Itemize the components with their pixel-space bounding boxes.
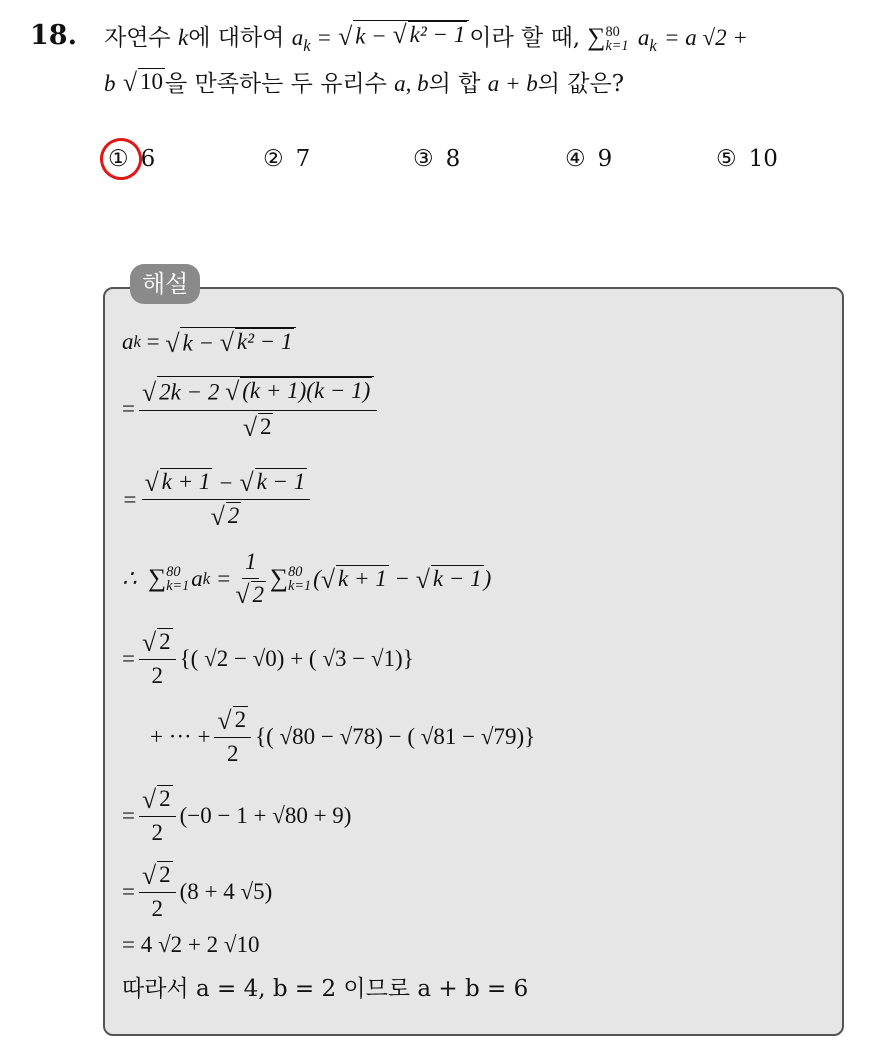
question-intro: 자연수 <box>104 25 171 51</box>
choice-3-number: ③ <box>413 146 434 172</box>
line2-end: 의 값은? <box>537 70 625 97</box>
answer-choices <box>108 146 848 186</box>
choice-2-value: 7 <box>295 146 311 172</box>
vars-ab: a, b <box>394 70 429 96</box>
sum-term-a: a <box>637 25 650 50</box>
solution-line-3: = √ k + 1 − √ k − 1 √ 2 <box>122 468 314 532</box>
line2-b: b <box>104 70 116 96</box>
choice-5[interactable] <box>716 146 778 172</box>
solution-conclusion: 따라서 a = 4, b = 2 이므로 a + b = 6 <box>122 976 529 1002</box>
sum-symbol: ∑ <box>587 23 606 51</box>
sum-upper: 80 <box>605 23 620 40</box>
solution-line-1: a k = √ k − √ k² − 1 <box>122 327 296 357</box>
line2-mid: 의 합 <box>428 70 481 97</box>
solution-line-4: ∴ ∑ 80 k=1 a k = 1 √ 2 ∑ 80 k=1 ( √ k + 1 − √ k − 1 ) <box>122 549 492 610</box>
sum-ab: a + b <box>487 70 538 96</box>
choice-1[interactable] <box>108 146 155 172</box>
equals-sign: = <box>317 25 331 50</box>
sequence-a: a <box>291 25 304 50</box>
sum-term-sub: k <box>649 35 657 55</box>
question-for-text: 에 대하여 <box>188 25 285 51</box>
choice-5-value: 10 <box>748 146 778 172</box>
choice-3[interactable] <box>413 146 460 172</box>
sum-rhs: = a √2 + <box>664 25 748 50</box>
sum-lower: k=1 <box>605 38 629 54</box>
choice-5-number: ⑤ <box>716 146 737 172</box>
choice-2[interactable] <box>263 146 310 172</box>
solution-line-8: = √ 2 2 (8 + 4 √5) <box>122 860 273 922</box>
subscript-k: k <box>303 35 311 55</box>
solution-line-6: + ··· + √ 2 2 {( √80 − √78) − ( √81 − √79)} <box>150 705 536 767</box>
question-text <box>104 18 874 103</box>
choice-4[interactable] <box>565 146 612 172</box>
choice-3-value: 8 <box>445 146 461 172</box>
variable-k: k <box>177 25 189 50</box>
outer-radical: √ k − √ k² − 1 <box>338 20 469 50</box>
solution-line-7: = √ 2 2 (−0 − 1 + √80 + 9) <box>122 784 352 846</box>
solution-line-2: = √ 2k − 2 √ (k + 1)(k − 1) √ 2 <box>122 376 381 442</box>
sum-limits <box>605 25 628 54</box>
inner-radical-text: k² − 1 <box>409 21 466 47</box>
solution-line-5: = √ 2 2 {( √2 − √0) + ( √3 − √1)} <box>122 627 414 689</box>
choice-4-value: 9 <box>597 146 613 172</box>
outer-radical-text: k − <box>355 23 387 49</box>
question-when-text: 이라 할 때, <box>469 25 581 51</box>
question-number: 18. <box>30 20 77 51</box>
solution-label: 해설 <box>130 264 200 304</box>
choice-1-value: 6 <box>140 146 156 172</box>
solution-line-9: = 4 √2 + 2 √10 <box>122 932 260 957</box>
radical-10: √ 10 <box>122 67 163 97</box>
choice-1-number: ① <box>108 146 129 172</box>
choice-4-number: ④ <box>565 146 586 172</box>
choice-2-number: ② <box>263 146 284 172</box>
selected-answer-circle <box>95 133 148 186</box>
line2-text: 을 만족하는 두 유리수 <box>164 70 387 97</box>
